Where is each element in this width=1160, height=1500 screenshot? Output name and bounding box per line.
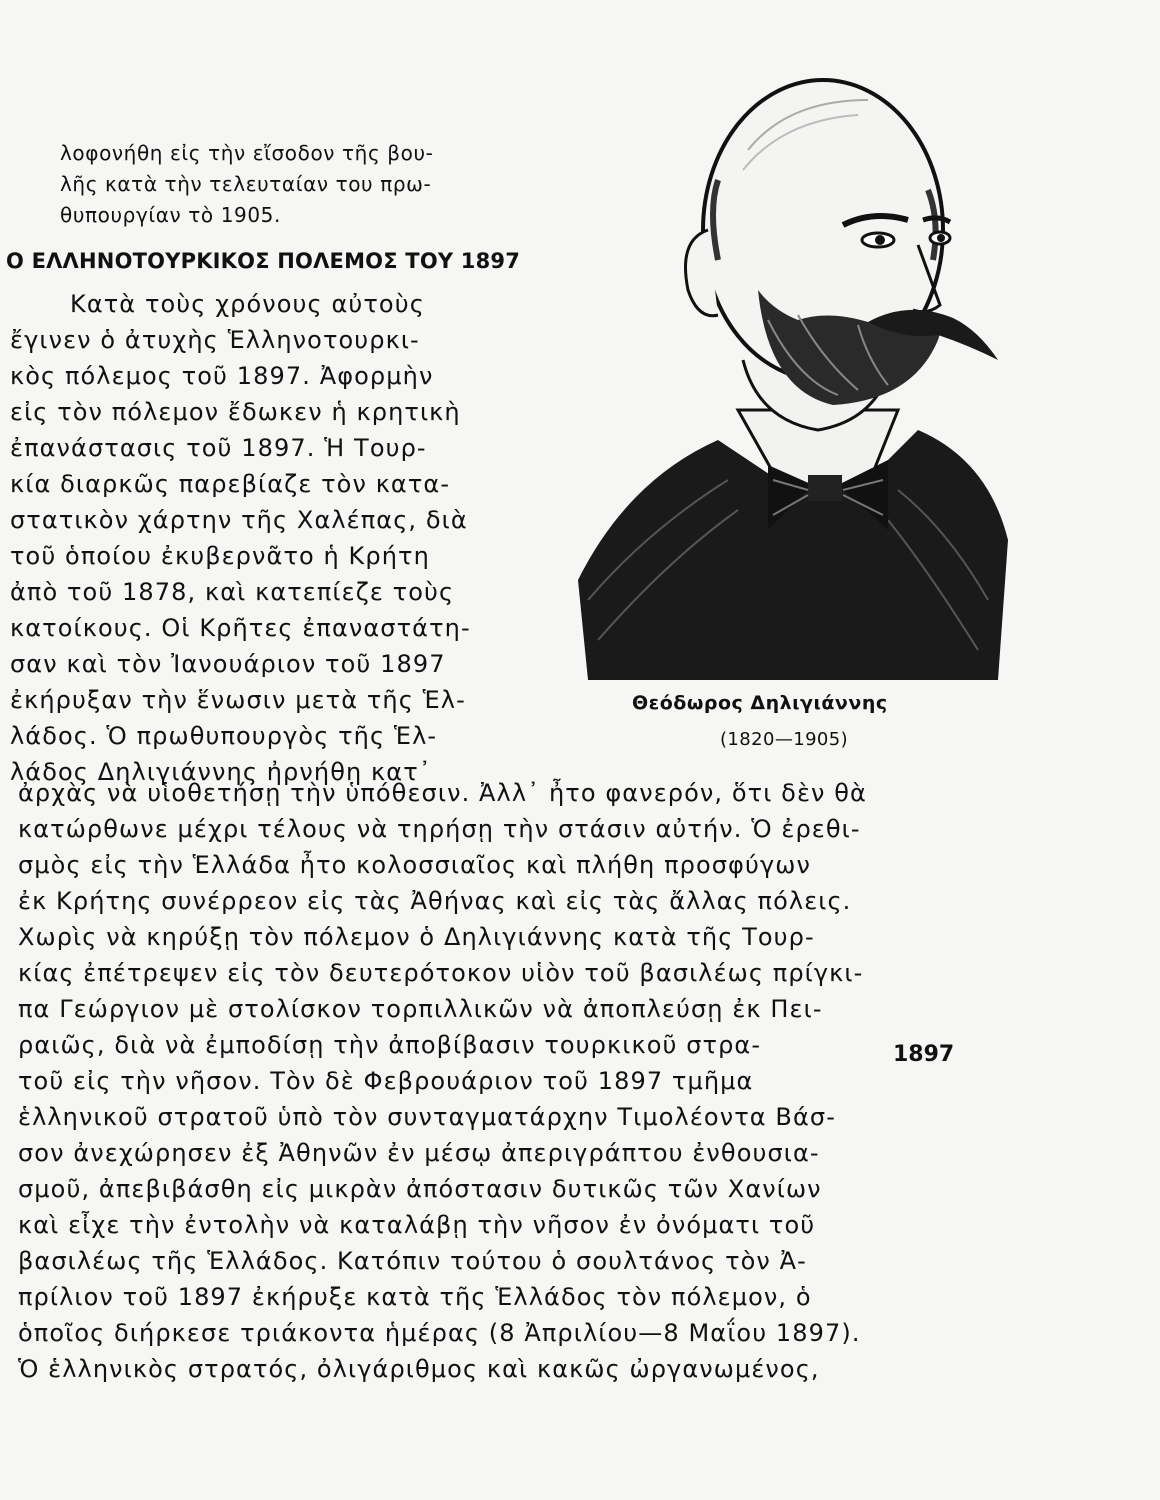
body-line: τοῦ ὁποίου ἐκυβερνᾶτο ἡ Κρήτη — [10, 542, 430, 570]
body-line: κατοίκους. Οἱ Κρῆτες ἐπαναστάτη- — [10, 614, 471, 642]
body-line: στατικὸν χάρτην τῆς Χαλέπας, διὰ — [10, 506, 468, 534]
body-line: ὁποῖος διήρκεσε τριάκοντα ἡμέρας (8 Ἀπριλίου—8 Μαΐου 1897). — [18, 1319, 861, 1347]
body-line: σμοῦ, ἀπεβιβάσθη εἰς μικρὰν ἀπόστασιν δυτικῶς τῶν Χανίων — [18, 1175, 822, 1203]
body-line: καὶ εἶχε τὴν ἐντολὴν νὰ καταλάβῃ τὴν νῆσον ἐν ὀνόματι τοῦ — [18, 1211, 816, 1239]
body-line: ἀπὸ τοῦ 1878, καὶ κατεπίεζε τοὺς — [10, 578, 455, 606]
body-line: ἔγινεν ὁ ἀτυχὴς Ἑλληνοτουρκι- — [10, 326, 420, 354]
section-heading: Ο ΕΛΛΗΝΟΤΟΥΡΚΙΚΟΣ ΠΟΛΕΜΟΣ ΤΟΥ 1897 — [6, 249, 521, 273]
body-line: ἐπανάστασις τοῦ 1897. Ἡ Τουρ- — [10, 434, 427, 462]
body-line: σαν καὶ τὸν Ἰανουάριον τοῦ 1897 — [10, 650, 446, 678]
body-line: Κατὰ τοὺς χρόνους αὐτοὺς — [70, 290, 425, 318]
intro-line: λῆς κατὰ τὴν τελευταίαν του πρω- — [60, 172, 432, 196]
body-line: λάδος. Ὁ πρωθυπουργὸς τῆς Ἑλ- — [10, 722, 438, 750]
body-line: κίας ἐπέτρεψεν εἰς τὸν δευτερότοκον υἱὸν τοῦ βασιλέως πρίγκι- — [18, 959, 864, 987]
body-line: κὸς πόλεμος τοῦ 1897. Ἀφορμὴν — [10, 362, 434, 390]
body-line: ἑλληνικοῦ στρατοῦ ὑπὸ τὸν συνταγματάρχην Τιμολέοντα Βάσ- — [18, 1103, 836, 1131]
body-line: ἀρχὰς νὰ υἱοθετήσῃ τὴν ὑπόθεσιν. Ἀλλ᾿ ἦτο φανερόν, ὅτι δὲν θὰ — [18, 779, 867, 807]
body-line: εἰς τὸν πόλεμον ἔδωκεν ἡ κρητικὴ — [10, 398, 461, 426]
body-line: ἐκ Κρήτης συνέρρεον εἰς τὰς Ἀθήνας καὶ εἰς τὰς ἄλλας πόλεις. — [18, 887, 852, 915]
intro-line: λοφονήθη εἰς τὴν εἴσοδον τῆς βου- — [60, 141, 434, 165]
body-line: βασιλέως τῆς Ἑλλάδος. Κατόπιν τούτου ὁ σουλτάνος τὸν Ἀ- — [18, 1247, 807, 1275]
body-line: ραιῶς, διὰ νὰ ἐμποδίσῃ τὴν ἀποβίβασιν τουρκικοῦ στρα- — [18, 1031, 762, 1059]
margin-year-note: 1897 — [893, 1042, 955, 1067]
body-line: Χωρὶς νὰ κηρύξῃ τὸν πόλεμον ὁ Δηλιγιάννης κατὰ τῆς Τουρ- — [18, 923, 815, 951]
body-line: πρίλιον τοῦ 1897 ἐκήρυξε κατὰ τῆς Ἑλλάδος τὸν πόλεμον, ὁ — [18, 1283, 812, 1311]
portrait-caption-dates: (1820—1905) — [720, 729, 849, 750]
body-line: κατώρθωνε μέχρι τέλους νὰ τηρήσῃ τὴν στάσιν αὐτήν. Ὁ ἐρεθι- — [18, 815, 861, 843]
body-line: σον ἀνεχώρησεν ἐξ Ἀθηνῶν ἐν μέσῳ ἀπεριγράπτου ἐνθουσια- — [18, 1139, 820, 1167]
body-line: ἐκήρυξαν τὴν ἕνωσιν μετὰ τῆς Ἑλ- — [10, 686, 466, 714]
body-line: τοῦ εἰς τὴν νῆσον. Τὸν δὲ Φεβρουάριον τοῦ 1897 τμῆμα — [18, 1067, 754, 1095]
body-line: Ὁ ἑλληνικὸς στρατός, ὀλιγάριθμος καὶ κακῶς ὠργανωμένος, — [18, 1355, 820, 1383]
body-line: σμὸς εἰς τὴν Ἑλλάδα ἦτο κολοσσιαῖος καὶ πλήθη προσφύγων — [18, 851, 811, 879]
body-line: κία διαρκῶς παρεβίαζε τὸν κατα- — [10, 470, 451, 498]
portrait-caption-name: Θεόδωρος Δηλιγιάννης — [632, 692, 888, 714]
portrait-engraving — [568, 60, 1018, 680]
intro-line: θυπουργίαν τὸ 1905. — [60, 203, 281, 227]
body-line: πα Γεώργιον μὲ στολίσκον τορπιλλικῶν νὰ ἀποπλεύσῃ ἐκ Πει- — [18, 995, 823, 1023]
body-line: λάδος Δηλιγιάννης ἠρνήθη κατ᾿ — [10, 758, 432, 786]
